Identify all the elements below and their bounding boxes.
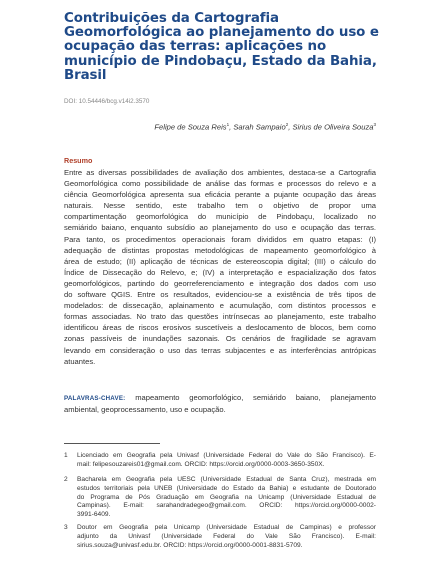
title-line: Contribuições da Cartografia	[64, 11, 279, 26]
abstract-line: Índice de Dissecação do Relevo, e; (IV) a interpretação e espacialização dos fatos	[64, 267, 376, 277]
footnote-number: 3	[64, 524, 68, 531]
footnote-line: Doutor em Geografia pela Unicamp (Universidade Estadual de Campinas) e professor	[77, 524, 376, 531]
author-name: Felipe de Souza Reis	[154, 122, 227, 132]
abstract-line: zonas passíveis de inundações sazonais. Os cenários de fragilidade se agravam	[64, 334, 376, 344]
title-line: Brasil	[64, 67, 107, 83]
footnote-line: Campinas). E-mail: sarahandradegeo@gmail.com. ORCID: https://orcid.org/0000-0002-	[77, 502, 376, 510]
author-footnote-marker: 1	[226, 122, 230, 127]
abstract-line: identificou áreas de riscos erosivos suscetíveis a deslocamento de blocos, bem como	[64, 323, 376, 333]
abstract-line: modelados: de dissecação, aplainamento e acumulação, com distintos processos e	[64, 301, 376, 311]
abstract-line: compartimentação geomorfológica do município de Pindobaçu, localizado no	[64, 212, 376, 222]
author-list: Felipe de Souza Reis$^1$, Sarah Sampaio$^2$, Sirius de Oliveira Souza$^3$	[154, 122, 376, 132]
abstract-line: área de estudo; (II) aplicação de técnicas de estereoscopia digital; (III) o cálculo do	[64, 256, 376, 266]
abstract-line: naturais. Nesse sentido, este trabalho tem o objetivo de propor uma	[64, 201, 376, 211]
keywords-text: mapeamento geomorfológico, semiárido baiano, planejamento	[135, 393, 376, 402]
abstract-line: geomorfológicos, partindo do georreferenciamento e integração dos dados com uso	[64, 278, 376, 288]
footnote-number: 2	[64, 476, 68, 483]
abstract-line: levando em consideração o uso das terras subjacentes e as interferências antrópicas	[64, 345, 376, 355]
doi: DOI: 10.54446/bcg.v14i2.3570	[64, 98, 150, 105]
abstract-heading: Resumo	[64, 156, 93, 165]
keywords-line	[64, 392, 376, 404]
title-line: Geomorfológica ao planejamento do uso e	[64, 25, 379, 41]
footnote-line: estudos territoriais pela UNEB (Universidade do Estado da Bahia) e estudante de Doutorado	[77, 484, 376, 492]
footnote-line: mail: felipesouzareis01@gmail.com. ORCID: https://orcid.org/0000-0003-3650-350X.	[77, 460, 325, 468]
keywords	[64, 392, 376, 415]
keywords-line: ambiental, geoprocessamento, uso e ocupação.	[64, 405, 226, 415]
footnote-line: adjunto da Univasf (Universidade Federal do Vale São Francisco). E-mail:	[77, 532, 376, 540]
footnote-line: 3991-6409.	[77, 511, 111, 519]
footnote-number: 1	[64, 452, 68, 459]
abstract-line: Entre as diversas possibilidades de avaliação dos ambientes, destaca-se a Cartografia	[64, 168, 376, 177]
footnote-divider	[64, 443, 160, 444]
article-title	[64, 12, 384, 83]
author-name: Sarah Sampaio	[233, 122, 286, 132]
abstract-line: Geomorfológica como possibilidade de análise das formas e processos do relevo e a	[64, 179, 376, 189]
footnote-line: do Programa de Pós Graduação em Geografia na Unicamp (Universidade Estadual de	[77, 493, 376, 501]
abstract-line: do software QGIS. Entre os resultados, evidenciou-se a existência de três tipos de	[64, 290, 376, 300]
abstract-line: ciência Geomorfológica apresenta sua eficácia perante a pujante ocupação das áreas	[64, 190, 376, 200]
footnote-line: sirius.souza@univasf.edu.br. ORCID: https://orcid.org/0000-0001-8831-5709.	[77, 541, 303, 549]
abstract-line: atuantes.	[64, 356, 96, 366]
author-name: Sirius de Oliveira Souza	[292, 122, 374, 132]
title-line: ocupação das terras: aplicações no	[64, 39, 327, 55]
title-line: município de Pindobaçu, Estado da Bahia,	[64, 53, 377, 69]
abstract-line: semiárido baiano, enquanto subsídio ao planejamento do uso e ocupação das terras.	[64, 223, 376, 233]
abstract-line: Para tanto, os procedimentos operacionais foram divididos em quatro etapas: (I)	[64, 234, 376, 244]
abstract-body	[64, 167, 376, 367]
keywords-label: PALAVRAS-CHAVE:	[64, 395, 126, 402]
abstract-line: formas associadas. No trato das questões intrínsecas ao planejamento, este trabalho	[64, 312, 376, 322]
author-footnote-marker: 3	[373, 122, 376, 127]
abstract-line: adequação de distintas propostas metodológicas de mapeamento geomorfológico à	[64, 245, 376, 255]
footnote-line: Bacharela em Geografia pela UESC (Universidade Estadual de Santa Cruz), mestrada em	[77, 476, 376, 483]
author-footnote-marker: 2	[285, 122, 289, 127]
footnote-line: Licenciado em Geografia pela Univasf (Universidade Federal do Vale do São Francisco). E-	[77, 452, 376, 459]
